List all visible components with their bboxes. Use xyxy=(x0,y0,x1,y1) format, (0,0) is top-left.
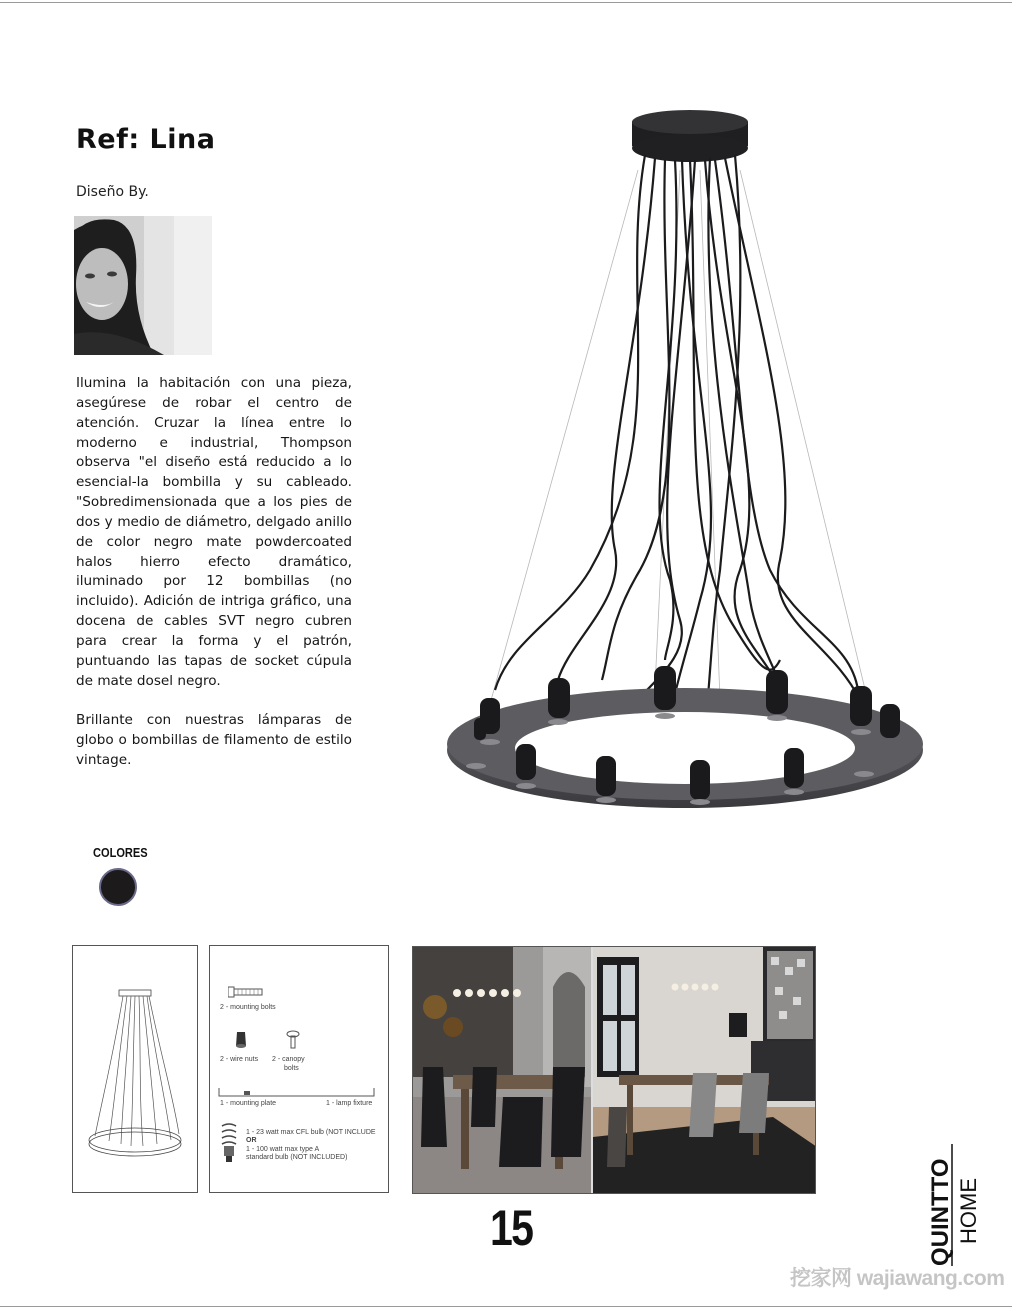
mounting-bolt-icon xyxy=(228,986,264,998)
spec-bulb-option: 1 - 100 watt max type A xyxy=(246,1146,320,1153)
spec-bulb-or: OR xyxy=(246,1137,257,1144)
spec-bulb-option: 1 - 23 watt max CFL bulb (NOT INCLUDE xyxy=(246,1129,376,1136)
brand-logo xyxy=(920,1140,980,1270)
bottom-rule xyxy=(0,1306,1012,1307)
spec-wire-nuts: 2 - wire nuts xyxy=(220,1056,259,1063)
wire-nut-icon xyxy=(234,1030,248,1050)
watermark: 挖家网 wajiawang.com xyxy=(790,1267,1005,1290)
designer-portrait xyxy=(74,216,212,355)
spec-canopy-bolts: bolts xyxy=(284,1065,299,1072)
canopy-bolt-icon xyxy=(286,1030,300,1050)
spec-mounting-bolts: 2 - mounting bolts xyxy=(220,1004,276,1011)
color-swatch-black xyxy=(99,868,137,906)
spec-bulb-option: standard bulb (NOT INCLUDED) xyxy=(246,1154,348,1161)
spec-mounting-plate: 1 - mounting plate xyxy=(220,1100,277,1107)
page-number: 15 xyxy=(490,1200,533,1256)
mounting-plate-icon xyxy=(218,1086,378,1100)
dining-room-photo-right xyxy=(593,947,816,1194)
product-description xyxy=(76,374,352,771)
brand-line1: QUINTTO xyxy=(927,1158,954,1266)
cfl-bulb-icon xyxy=(218,1122,240,1166)
description-paragraph: Brillante con nuestras lámparas de globo o bombillas de filamento de estilo vintage. xyxy=(76,712,352,769)
chandelier-photo xyxy=(440,100,930,815)
description-paragraph: Ilumina la habitación con una pieza, asegúrese de robar el centro de atención. Cruzar la línea entre lo moderno e industrial, Thompson observa "el diseño está reducido a lo esencial-la bombilla y su cableado. "Sobredimensionada que a los pies de dos y medio de diámetro, delgado anillo de color negro mate powdercoated halos hierro efecto dramático, iluminado por 12 bombillas (no incluido). Adición de intriga gráfico, una docena de cables SVT negro cubren para crear la forma y el patrón, puntuando las tapas de socket cúpula de mate dosel negro. xyxy=(76,375,352,689)
chandelier-sketch xyxy=(73,946,197,1192)
designer-line: Diseño By. xyxy=(76,184,149,200)
top-rule xyxy=(0,2,1012,3)
room-photos xyxy=(412,946,816,1194)
dining-room-photo-left xyxy=(413,947,591,1194)
brand-line2: HOME xyxy=(956,1178,980,1244)
spec-canopy-bolts: 2 - canopy xyxy=(272,1056,305,1063)
line-drawing-panel xyxy=(72,945,198,1193)
colors-label: COLORES xyxy=(93,845,148,860)
spec-lamp-fixture: 1 - lamp fixture xyxy=(326,1100,373,1107)
product-title: Ref: Lina xyxy=(76,124,216,155)
specs-panel xyxy=(209,945,389,1193)
